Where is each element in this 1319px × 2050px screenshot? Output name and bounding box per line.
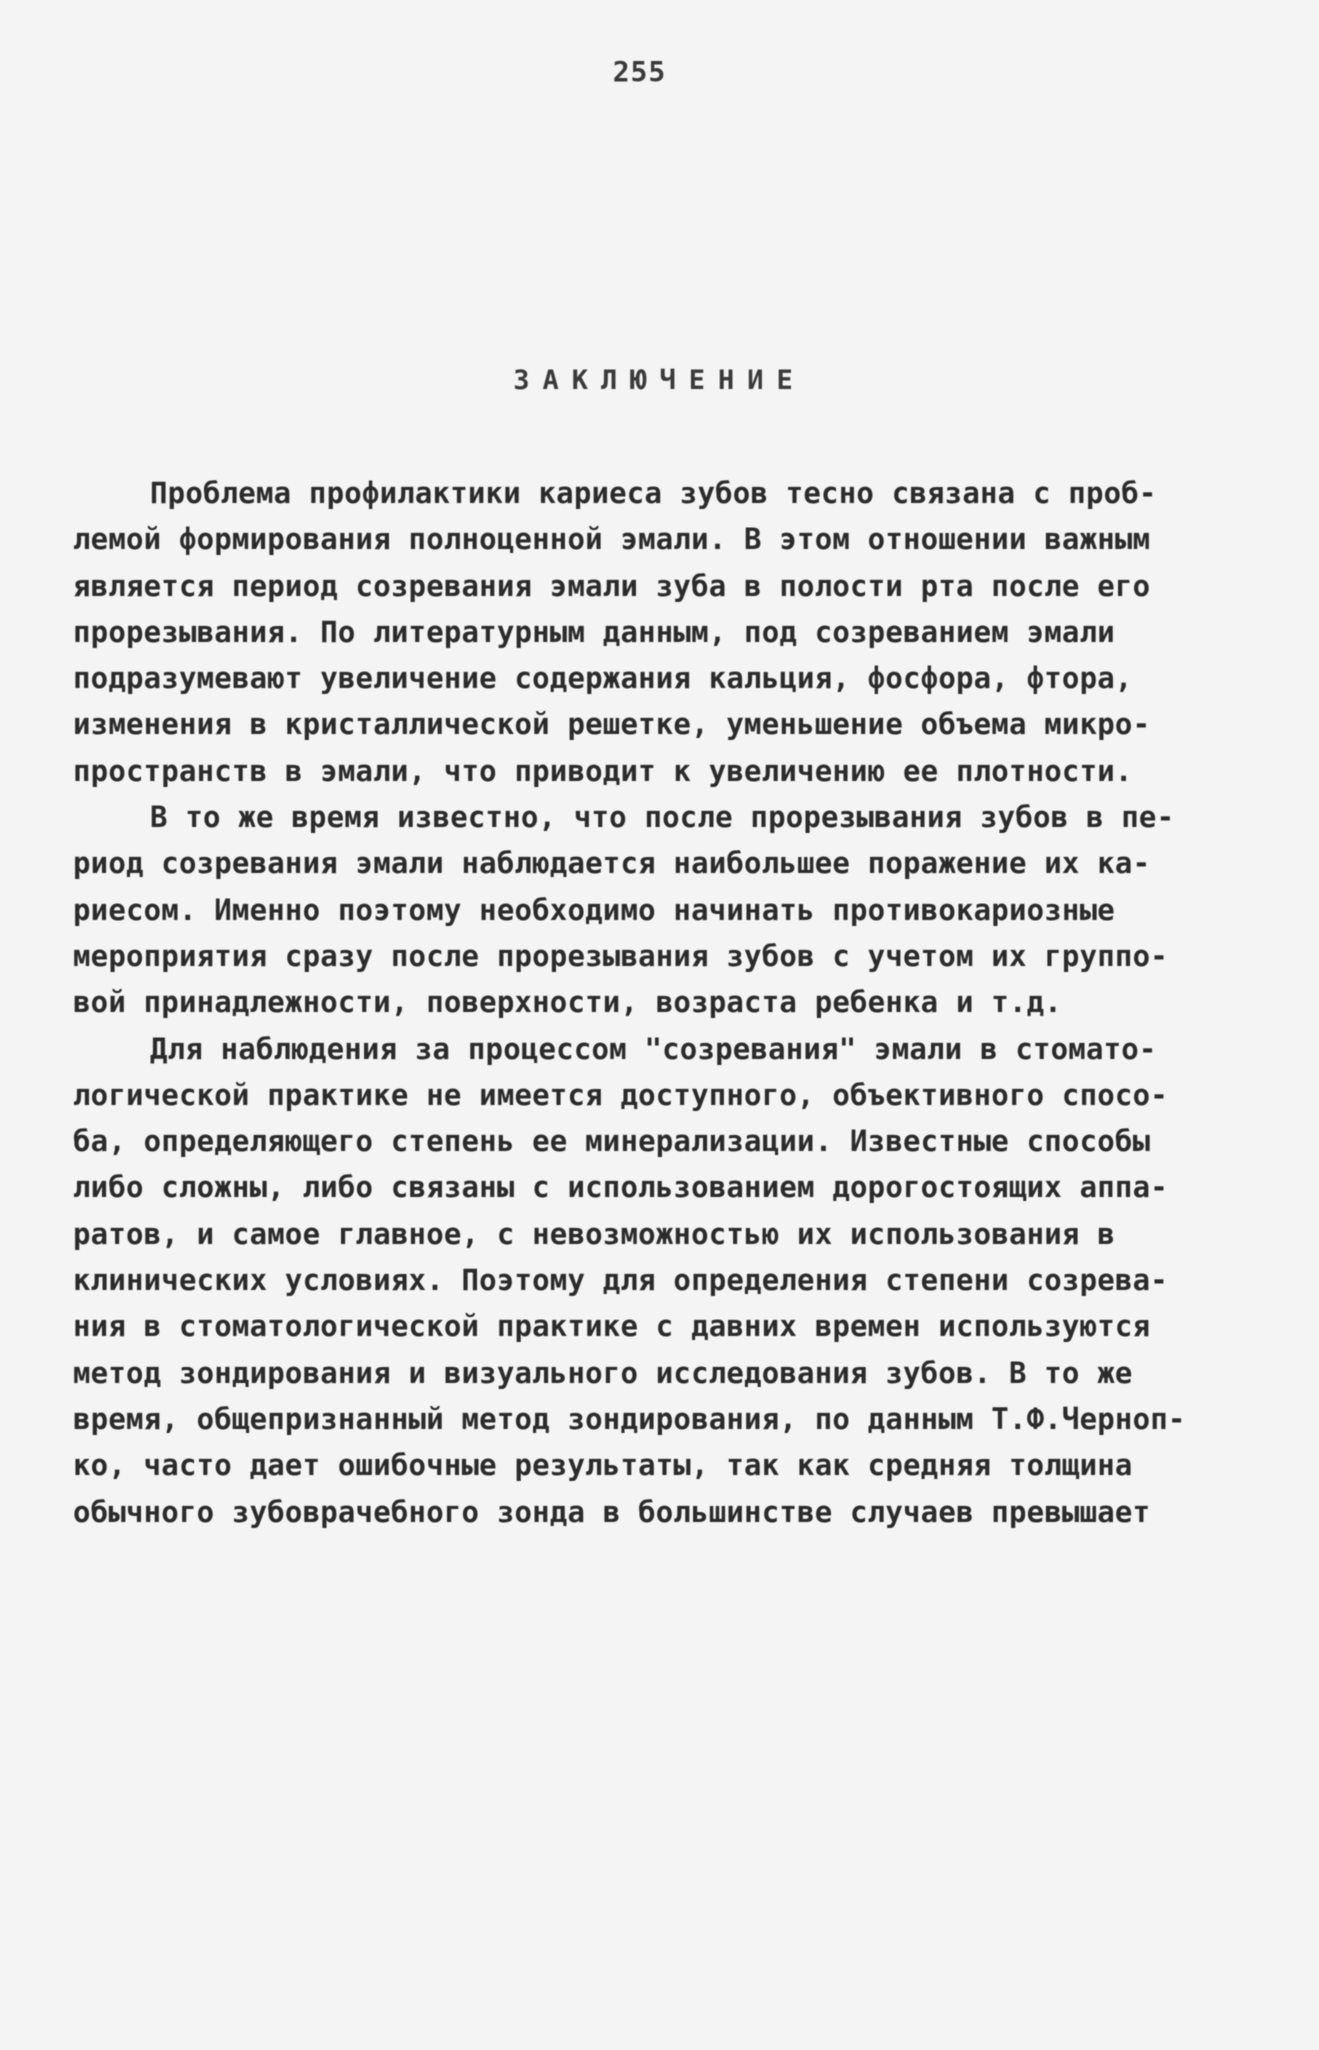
text-line: подразумевают увеличение содержания кальция, фосфора, фтора, xyxy=(73,661,1133,696)
text-line: либо сложны, либо связаны с использованием дорогостоящих аппа- xyxy=(73,1170,1168,1205)
text-line: клинических условиях. Поэтому для определения степени созрева- xyxy=(73,1263,1168,1298)
text-line: риод созревания эмали наблюдается наибольшее поражение их ка- xyxy=(73,846,1151,881)
text-line: ко, часто дает ошибочные результаты, так как средняя толщина xyxy=(73,1448,1133,1483)
text-line: метод зондирования и визуального исследования зубов. В то же xyxy=(73,1355,1133,1390)
text-line: риесом. Именно поэтому необходимо начинать противокариозные xyxy=(73,892,1115,927)
text-line: лемой формирования полноценной эмали. В этом отношении важным xyxy=(73,522,1151,557)
body-text xyxy=(73,470,1250,1535)
text-line: В то же время известно, что после прорезывания зубов в пе- xyxy=(150,800,1175,835)
text-line: является период созревания эмали зуба в полости рта после его xyxy=(73,568,1151,603)
text-line: время, общепризнанный метод зондирования, по данным Т.Ф.Черноп- xyxy=(73,1401,1186,1436)
text-line: пространств в эмали, что приводит к увеличению ее плотности. xyxy=(73,753,1133,788)
text-line: обычного зубоврачебного зонда в большинстве случаев превышает xyxy=(73,1494,1151,1529)
section-heading: ЗАКЛЮЧЕНИЕ xyxy=(513,365,806,396)
text-line: ба, определяющего степень ее минерализации. Известные способы xyxy=(73,1124,1151,1159)
text-line: изменения в кристаллической решетке, уменьшение объема микро- xyxy=(73,707,1151,742)
text-line: Проблема профилактики кариеса зубов тесно связана с проб- xyxy=(150,476,1157,510)
text-line: Для наблюдения за процессом "созревания" эмали в стомато- xyxy=(150,1031,1157,1066)
text-line: логической практике не имеется доступного, объективного спосо- xyxy=(73,1077,1168,1112)
text-line: прорезывания. По литературным данным, под созреванием эмали xyxy=(73,614,1115,649)
text-line: ратов, и самое главное, с невозможностью их использования в xyxy=(73,1216,1115,1251)
page-number: 255 xyxy=(612,55,667,88)
text-line: вой принадлежности, поверхности, возраста ребенка и т.д. xyxy=(73,985,1062,1020)
text-line: мероприятия сразу после прорезывания зубов с учетом их группо- xyxy=(73,938,1168,973)
text-line: ния в стоматологической практике с давних времен используются xyxy=(73,1309,1151,1344)
